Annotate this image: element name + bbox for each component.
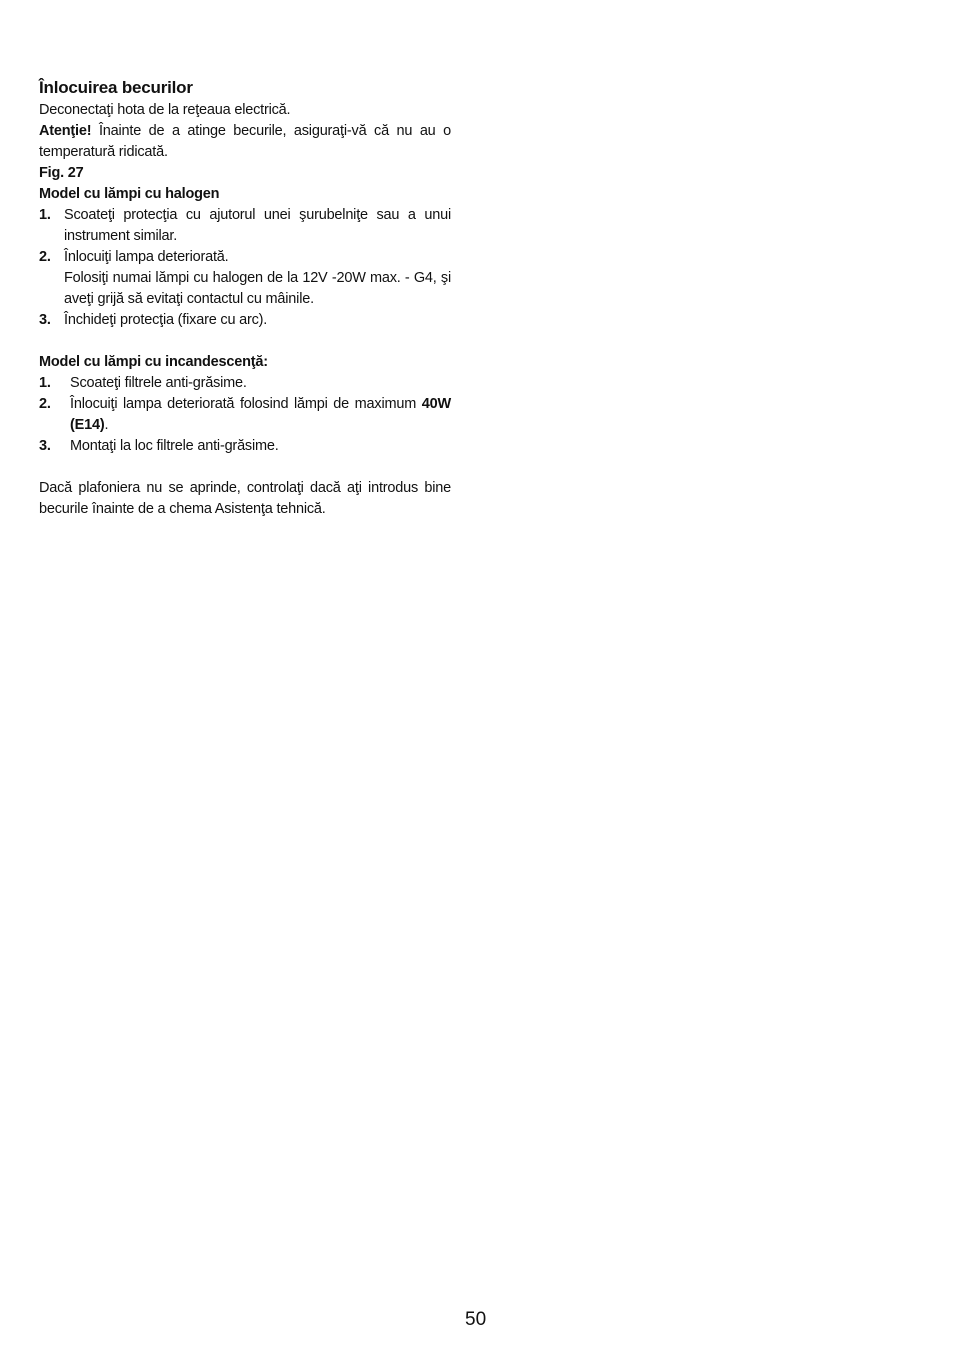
step-body [70, 394, 451, 436]
step-number: 3. [39, 312, 51, 328]
step-text: Montaţi la loc filtrele anti-grăsime. [70, 438, 279, 454]
step-number: 3. [39, 438, 51, 454]
warning-paragraph [39, 121, 451, 163]
section-title: Înlocuirea becurilor [39, 78, 193, 97]
step-text: Înlocuiţi lampa deteriorată folosind lămpi de maximum [70, 396, 422, 412]
halogen-heading: Model cu lămpi cu halogen [39, 186, 220, 202]
page-number: 50 [465, 1309, 487, 1330]
warning-text: Înainte de a atinge becurile, asiguraţi-vă că nu au o temperatură ridicată. [39, 123, 451, 160]
step-number: 2. [39, 249, 51, 265]
step-extra-text: Folosiţi numai lămpi cu halogen de la 12V -20W max. - G4, şi aveţi grijă să evitaţi contactul cu mâinile. [64, 270, 451, 307]
halogen-step-2 [39, 247, 451, 310]
wattage-spec: 40W (E14) [70, 396, 451, 433]
incandescent-step-3 [39, 436, 451, 457]
content-column [39, 76, 451, 520]
halogen-step-3 [39, 310, 451, 331]
halogen-step-1 [39, 205, 451, 247]
intro-text: Deconectaţi hota de la reţeaua electrică. [39, 102, 291, 118]
step-body [64, 247, 451, 310]
step-text: Scoateţi filtrele anti-grăsime. [70, 375, 247, 391]
step-text: Scoateţi protecţia cu ajutorul unei şurubelniţe sau a unui instrument similar. [64, 207, 451, 244]
warning-label: Atenţie! [39, 123, 92, 139]
closing-paragraph: Dacă plafoniera nu se aprinde, controlaţi dacă aţi introdus bine becurile înainte de a chema Asistenţa tehnică. [39, 480, 451, 517]
step-text: Înlocuiţi lampa deteriorată. [64, 249, 229, 265]
step-number: 1. [39, 207, 51, 223]
incandescent-step-1 [39, 373, 451, 394]
incandescent-step-2 [39, 394, 451, 436]
incandescent-heading: Model cu lămpi cu incandescenţă: [39, 354, 268, 370]
step-text: Închideţi protecţia (fixare cu arc). [64, 312, 268, 328]
figure-reference: Fig. 27 [39, 165, 84, 181]
step-number: 2. [39, 396, 51, 412]
step-number: 1. [39, 375, 51, 391]
step-tail: . [104, 417, 109, 433]
